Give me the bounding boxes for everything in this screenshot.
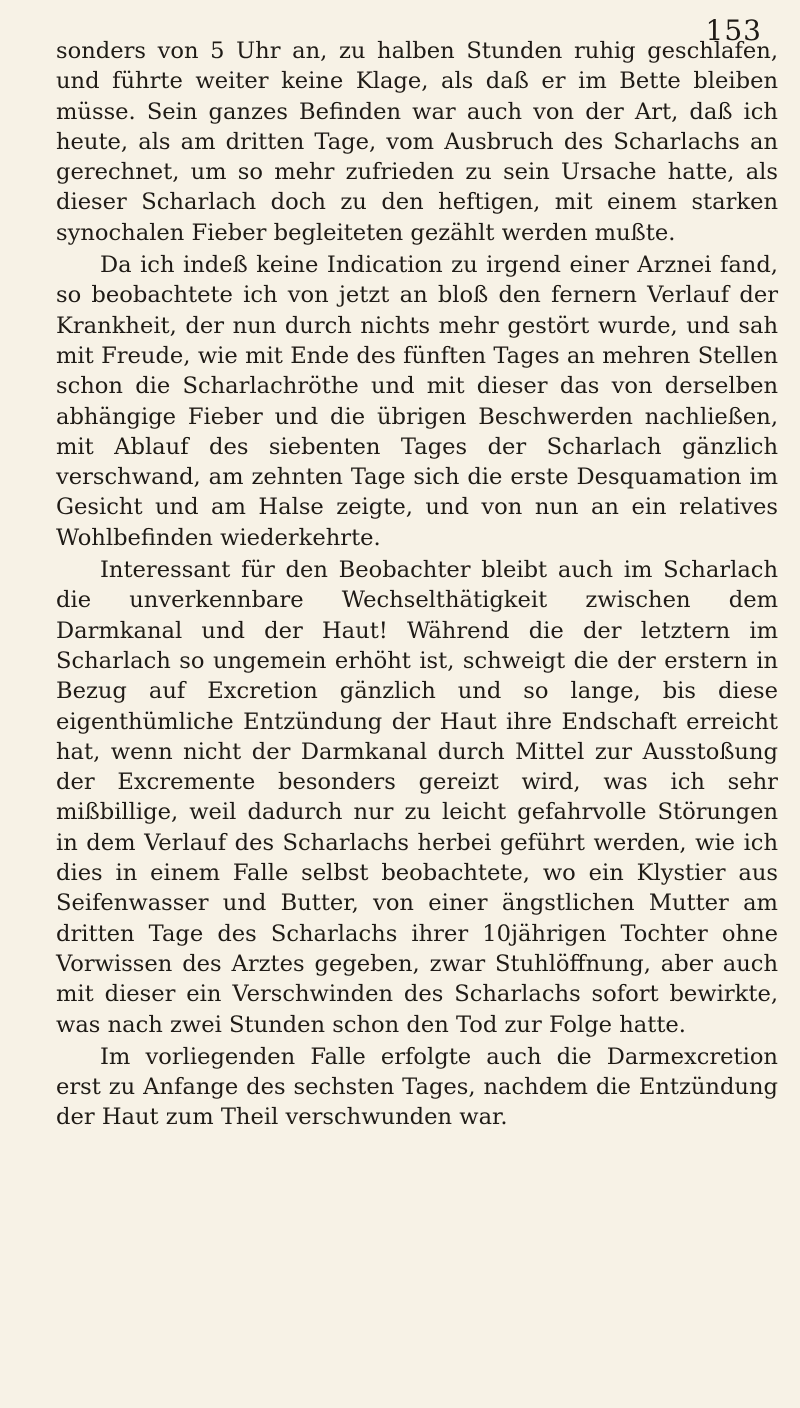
paragraph: Da ich indeß keine Indication zu irgend einer Arznei fand, so beobachtete ich von jetzt an bloß den fernern Verlauf der Krankheit, der nun durch nichts mehr gestört wurde, und sah mit Freude, wie mit Ende des fünften Tages an mehren Stellen schon die Scharlachröthe und mit dieser das von derselben abhängige Fieber und die übrigen Beschwerden nachließen, mit Ablauf des siebenten Tages der Scharlach gänzlich verschwand, am zehnten Tage sich die erste Desquamation im Gesicht und am Halse zeigte, und von nun an ein relatives Wohlbefinden wiederkehrte. <box>56 252 778 551</box>
paragraph-continuation: sonders von 5 Uhr an, zu halben Stunden ruhig geschlafen, und führte weiter keine Klage, als daß er im Bette bleiben müsse. Sein ganzes Befinden war auch von der Art, daß ich heute, als am dritten Tage, vom Ausbruch des Scharlachs an gerechnet, um so mehr zufrieden zu sein Ursache hatte, als dieser Scharlach doch zu den heftigen, mit einem starken synochalen Fieber begleiteten gezählt werden mußte. <box>56 38 778 246</box>
paragraph: Interessant für den Beobachter bleibt auch im Scharlach die unverkennbare Wechselthätigkeit zwischen dem Darmkanal und der Haut! Während die der letztern im Scharlach so ungemein erhöht ist, schweigt die der erstern in Bezug auf Excretion gänzlich und so lange, bis diese eigenthümliche Entzündung der Haut ihre Endschaft erreicht hat, wenn nicht der Darmkanal durch Mittel zur Ausstoßung der Excremente besonders gereizt wird, was ich sehr mißbillige, weil dadurch nur zu leicht gefahrvolle Störungen in dem Verlauf des Scharlachs herbei geführt werden, wie ich dies in einem Falle selbst beobachtete, wo ein Klystier aus Seifenwasser und Butter, von einer ängstlichen Mutter am dritten Tage des Scharlachs ihrer 10jährigen Tochter ohne Vorwissen des Arztes gegeben, zwar Stuhlöffnung, aber auch mit dieser ein Verschwinden des Scharlachs sofort bewirkte, was nach zwei Stunden schon den Tod zur Folge hatte. <box>56 557 778 1038</box>
body-text <box>56 36 778 1135</box>
page-number: 153 <box>705 14 762 47</box>
paragraph: Im vorliegenden Falle erfolgte auch die Darmexcretion erst zu Anfange des sechsten Tages, nachdem die Entzündung der Haut zum Theil verschwunden war. <box>56 1043 778 1131</box>
